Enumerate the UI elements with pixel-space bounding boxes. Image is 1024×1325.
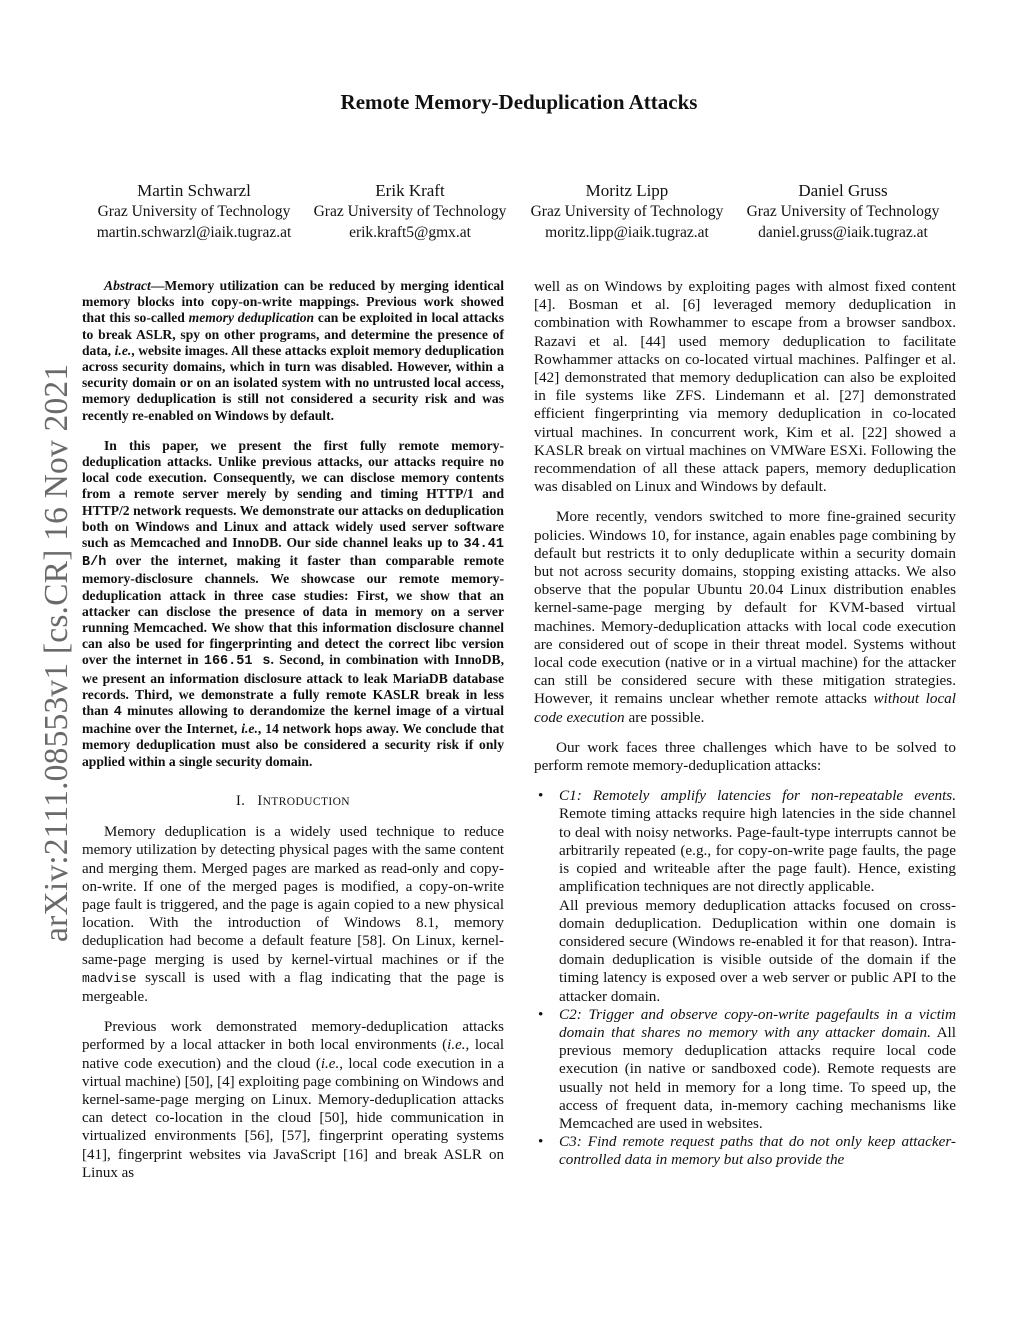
bullet: • [538,787,544,805]
author-email: martin.schwarzl@iaik.tugraz.at [96,224,292,241]
body-paragraph: Memory deduplication is a widely used technique to reduce memory utilization by detecting physical pages with the same content and merging them. Merged pages are marked as read-only and copy-on-write. If one of the merged pages is modified, a copy-on-write page fault is triggered, and the page is again copied to a new physical location. With the introduction of Windows 8.1, memory deduplication had become a default feature [58]. On Linux, kernel-same-page merging is used by kernel-virtual machines or if the madvise syscall is used with a flag indicating that the page is mergeable. [82,824,504,1005]
author-affiliation: Graz University of Technology [97,203,291,220]
paper-title: Remote Memory-Deduplication Attacks [340,90,698,114]
list-item: • C2: Trigger and observe copy-on-write pagefaults in a victim domain that shares no memory with any attacker domain. All previous memory deduplication attacks require local code execution (in native or sandboxed code). Remote requests are usually not held in memory for a long time. To speed up, the access of frequent data, in-memory caching mechanisms like Memcached are used in websites. [538,1005,956,1132]
author-block [517,179,737,244]
body-paragraph: well as on Windows by exploiting pages with almost fixed content [4]. Bosman et al. [6] leveraged memory deduplication in combination with Rowhammer to escape from a browser sandbox. Razavi et al. [44] used memory deduplication to facilitate Rowhammer attacks on co-located virtual machines. Palfinger et al. [42] demonstrated that memory deduplication can also be exploited in file systems like ZFS. Lindemann et al. [27] demonstrated efficient fingerprinting via memory deduplication in co-located virtual machines. In concurrent work, Kim et al. [22] showed a KASLR break on virtual machines on VMWare ESXi. Following the recommendation of all these attack papers, memory deduplication was disabled on Linux and Windows by default. [534,278,956,496]
author-email: erik.kraft5@gmx.at [349,224,471,241]
bullet: • [538,1133,544,1151]
author-affiliation: Graz University of Technology [746,203,940,220]
challenge-list [534,787,956,1169]
author-email: moritz.lipp@iaik.tugraz.at [545,224,709,241]
bullet: • [538,1005,544,1023]
right-column [534,278,956,1170]
abstract-label: Abstract [104,278,151,293]
abstract-paragraph: In this paper, we present the first fully remote memory-deduplication attacks. Unlike previous attacks, our attacks require no local code execution. Consequently, we can disclose memory contents from a remote server merely by sending and timing HTTP/1 and HTTP/2 network requests. We demonstrate our attacks on deduplication both on Windows and Linux and attack widely used server software such as Memcached and InnoDB. Our side channel leaks up to 34.41 B/h over the internet, making it faster than comparable remote memory-disclosure channels. We showcase our remote memory-deduplication attack in three case studies: First, we show that an attacker can disclose the presence of data in memory on a server running Memcached. We show that this information disclosure channel can also be used for fingerprinting and detect the correct libc version over the internet in 166.51 s. Second, in combination with InnoDB, we present an information disclosure attack to leak MariaDB database records. Third, we demonstrate a fully remote KASLR break in less than 4 minutes allowing to derandomize the kernel image of a virtual machine over the Internet, i.e., 14 network hops away. We conclude that memory deduplication must also be considered a security risk if only applied within a single security domain. [82,437,505,769]
arxiv-identifier: arXiv:2111.08553v1 [cs.CR] 16 Nov 2021 [38,363,75,942]
author-affiliation: Graz University of Technology [313,203,507,220]
body-paragraph: Our work faces three challenges which have to be solved to perform remote memory-deduplication attacks: [534,738,956,775]
abstract-paragraph: Abstract—Memory utilization can be reduced by merging identical memory blocks into copy-on-write mappings. Previous work showed that this so-called memory deduplication can be exploited in local attacks to break ASLR, spy on other programs, and determine the presence of data, i.e., website images. All these attacks exploit memory deduplication across security domains, which in turn was disabled. However, within a security domain or on an isolated system with no untrusted local access, memory deduplication is still not considered a security risk and was recently re-enabled on Windows by default. [82,278,505,423]
author-name: Erik Kraft [375,181,445,200]
author-name: Martin Schwarzl [137,181,251,200]
author-block [84,179,304,244]
abstract [82,278,504,770]
section-heading: I. INTRODUCTION [235,792,351,809]
author-block [733,179,953,244]
body-paragraph: Previous work demonstrated memory-deduplication attacks performed by a local attacker in both local environments (i.e., local native code execution) and the cloud (i.e., local code execution in a virtual machine) [50], [4] exploiting page combining on Windows and kernel-same-page merging on Linux. Memory-deduplication attacks can detect co-location in the cloud [50], hide communication in virtualized environments [56], [57], fingerprint operating systems [41], fingerprint websites via JavaScript [16] and break ASLR on Linux as [82,1019,504,1181]
author-name: Moritz Lipp [585,181,669,200]
author-block [300,179,520,244]
author-email: daniel.gruss@iaik.tugraz.at [758,224,928,241]
list-item: • C3: Find remote request paths that do not only keep attacker-controlled data in memory but also provide the [538,1133,956,1169]
body-paragraph: More recently, vendors switched to more fine-grained security policies. Windows 10, for instance, again enables page combining by default but restricts it to only deduplicate within a security domain but not across security domains, stopping existing attacks. We also observe that the popular Ubuntu 20.04 Linux distribution enables kernel-same-page merging by default for KVM-based virtual machines. Memory-deduplication attacks with local code execution are considered out of scope in their threat model. Systems without local code execution (native or in a virtual machine) for the attacker can still be considered secure with these mitigation strategies. However, it remains unclear whether remote attacks without local code execution are possible. [534,508,956,726]
author-name: Daniel Gruss [798,181,888,200]
list-item: • C1: Remotely amplify latencies for non-repeatable events. Remote timing attacks require high latencies in the side channel to deal with noisy networks. Page-fault-type interrupts cannot be arbitrarily repeated (e.g., for copy-on-write page faults, the page is copied and writeable after the page fault). Hence, existing amplification techniques are not directly applicable. All previous memory deduplication attacks focused on cross-domain deduplication. Deduplication within one domain is considered secure (Windows re-enabled it for that reason). Intra-domain deduplication is visible outside of the domain if the timing latency is exposed over a web server or public API to the attacker domain. [538,787,956,1005]
left-column [82,278,504,1182]
author-affiliation: Graz University of Technology [530,203,724,220]
